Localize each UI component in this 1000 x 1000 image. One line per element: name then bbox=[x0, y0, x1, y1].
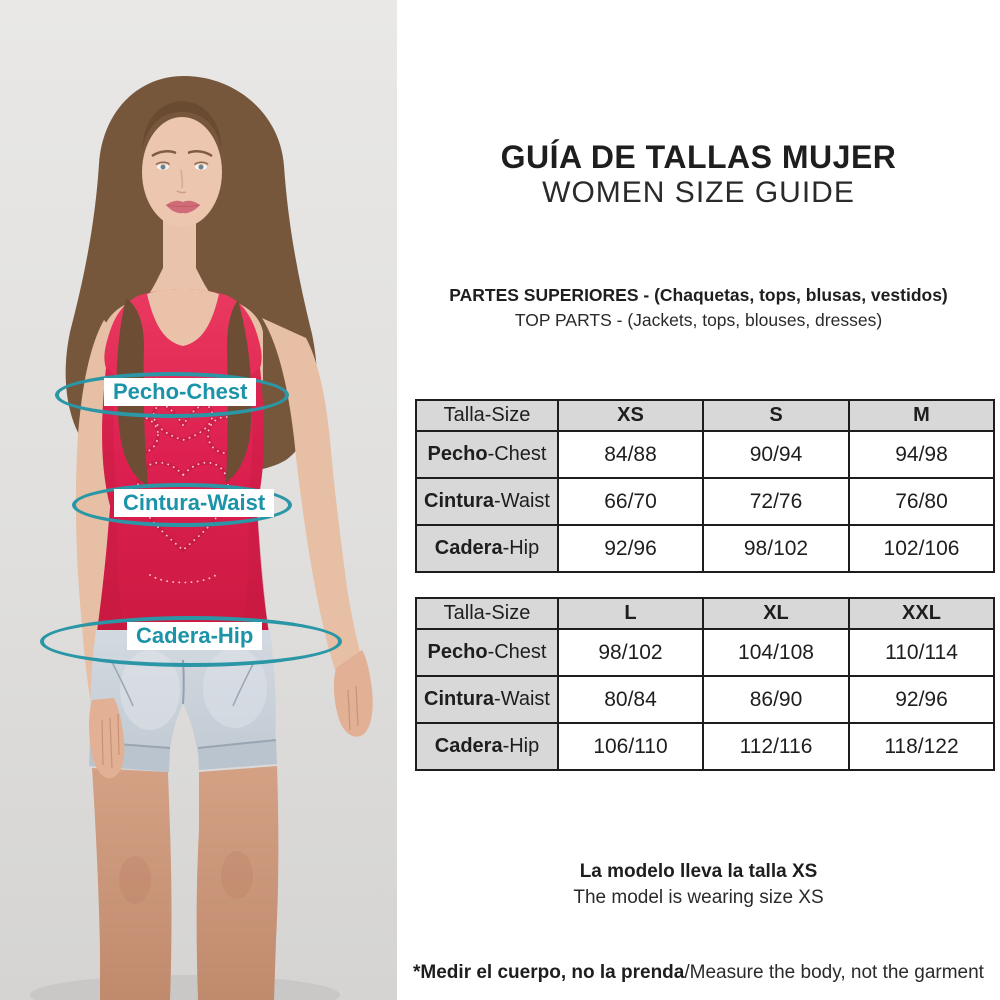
measurement-value: 86/90 bbox=[703, 676, 849, 723]
left-knee-shade bbox=[119, 856, 151, 904]
corner-cell: Talla-Size bbox=[416, 400, 558, 431]
table-row bbox=[416, 629, 994, 676]
row-label-es: Cadera bbox=[434, 537, 503, 559]
size-table-l-xl-xxl bbox=[415, 597, 995, 771]
measure-note-english: /Measure the body, not the garment bbox=[684, 962, 984, 983]
model-size-note-spanish: La modelo lleva la talla XS bbox=[579, 861, 818, 882]
table-header-row bbox=[416, 598, 994, 629]
row-label bbox=[416, 723, 558, 770]
measure-instruction-note bbox=[397, 962, 1000, 984]
size-header: S bbox=[703, 400, 849, 431]
table-row bbox=[416, 525, 994, 572]
row-label-en: -Waist bbox=[494, 490, 550, 512]
measurement-value: 76/80 bbox=[849, 478, 994, 525]
measurement-value: 102/106 bbox=[849, 525, 994, 572]
section-subtitle-spanish: PARTES SUPERIORES - (Chaquetas, tops, blusas, vestidos) bbox=[449, 285, 948, 305]
measure-note-spanish: *Medir el cuerpo, no la prenda bbox=[413, 962, 685, 983]
row-label bbox=[416, 431, 558, 478]
right-iris bbox=[199, 165, 204, 170]
table-row bbox=[416, 431, 994, 478]
measurement-value: 94/98 bbox=[849, 431, 994, 478]
measurement-value: 92/96 bbox=[849, 676, 994, 723]
measurement-value: 104/108 bbox=[703, 629, 849, 676]
measurement-value: 98/102 bbox=[703, 525, 849, 572]
row-label-es: Cadera bbox=[434, 735, 503, 757]
section-subtitle-english: TOP PARTS - (Jackets, tops, blouses, dresses) bbox=[514, 310, 883, 330]
corner-cell: Talla-Size bbox=[416, 598, 558, 629]
size-guide-panel bbox=[397, 0, 1000, 1000]
right-knee-shade bbox=[221, 851, 253, 899]
row-label bbox=[416, 478, 558, 525]
hip-label: Cadera-Hip bbox=[127, 622, 262, 650]
measurement-value: 84/88 bbox=[558, 431, 703, 478]
row-label bbox=[416, 525, 558, 572]
measurement-value: 118/122 bbox=[849, 723, 994, 770]
row-label-es: Cintura bbox=[424, 688, 495, 710]
page-title-spanish: GUÍA DE TALLAS MUJER bbox=[500, 139, 897, 175]
model-size-note-english: The model is wearing size XS bbox=[573, 887, 824, 908]
measurement-value: 92/96 bbox=[558, 525, 703, 572]
table-header-row bbox=[416, 400, 994, 431]
size-table-xs-s-m bbox=[415, 399, 995, 573]
row-label-es: Pecho bbox=[427, 443, 488, 465]
measurement-value: 98/102 bbox=[558, 629, 703, 676]
row-label-en: -Chest bbox=[487, 641, 547, 663]
row-label-en: -Hip bbox=[502, 537, 540, 559]
row-label bbox=[416, 676, 558, 723]
row-label-es: Cintura bbox=[424, 490, 495, 512]
size-header: M bbox=[849, 400, 994, 431]
measurement-value: 72/76 bbox=[703, 478, 849, 525]
measurement-value: 80/84 bbox=[558, 676, 703, 723]
measurement-value: 90/94 bbox=[703, 431, 849, 478]
left-iris bbox=[161, 165, 166, 170]
measurement-value: 66/70 bbox=[558, 478, 703, 525]
measurement-value: 106/110 bbox=[558, 723, 703, 770]
size-header: XS bbox=[558, 400, 703, 431]
table-row bbox=[416, 723, 994, 770]
table-row bbox=[416, 676, 994, 723]
measurement-value: 110/114 bbox=[849, 629, 994, 676]
size-header: XL bbox=[703, 598, 849, 629]
chest-label: Pecho-Chest bbox=[104, 378, 256, 406]
page-title-english: WOMEN SIZE GUIDE bbox=[542, 176, 855, 209]
row-label-en: -Hip bbox=[502, 735, 540, 757]
size-header: L bbox=[558, 598, 703, 629]
row-label-en: -Waist bbox=[494, 688, 550, 710]
table-row bbox=[416, 478, 994, 525]
model-photo bbox=[0, 0, 397, 1000]
measurement-value: 112/116 bbox=[703, 723, 849, 770]
waist-label: Cintura-Waist bbox=[114, 489, 274, 517]
row-label-en: -Chest bbox=[487, 443, 547, 465]
row-label-es: Pecho bbox=[427, 641, 488, 663]
row-label bbox=[416, 629, 558, 676]
size-header: XXL bbox=[849, 598, 994, 629]
